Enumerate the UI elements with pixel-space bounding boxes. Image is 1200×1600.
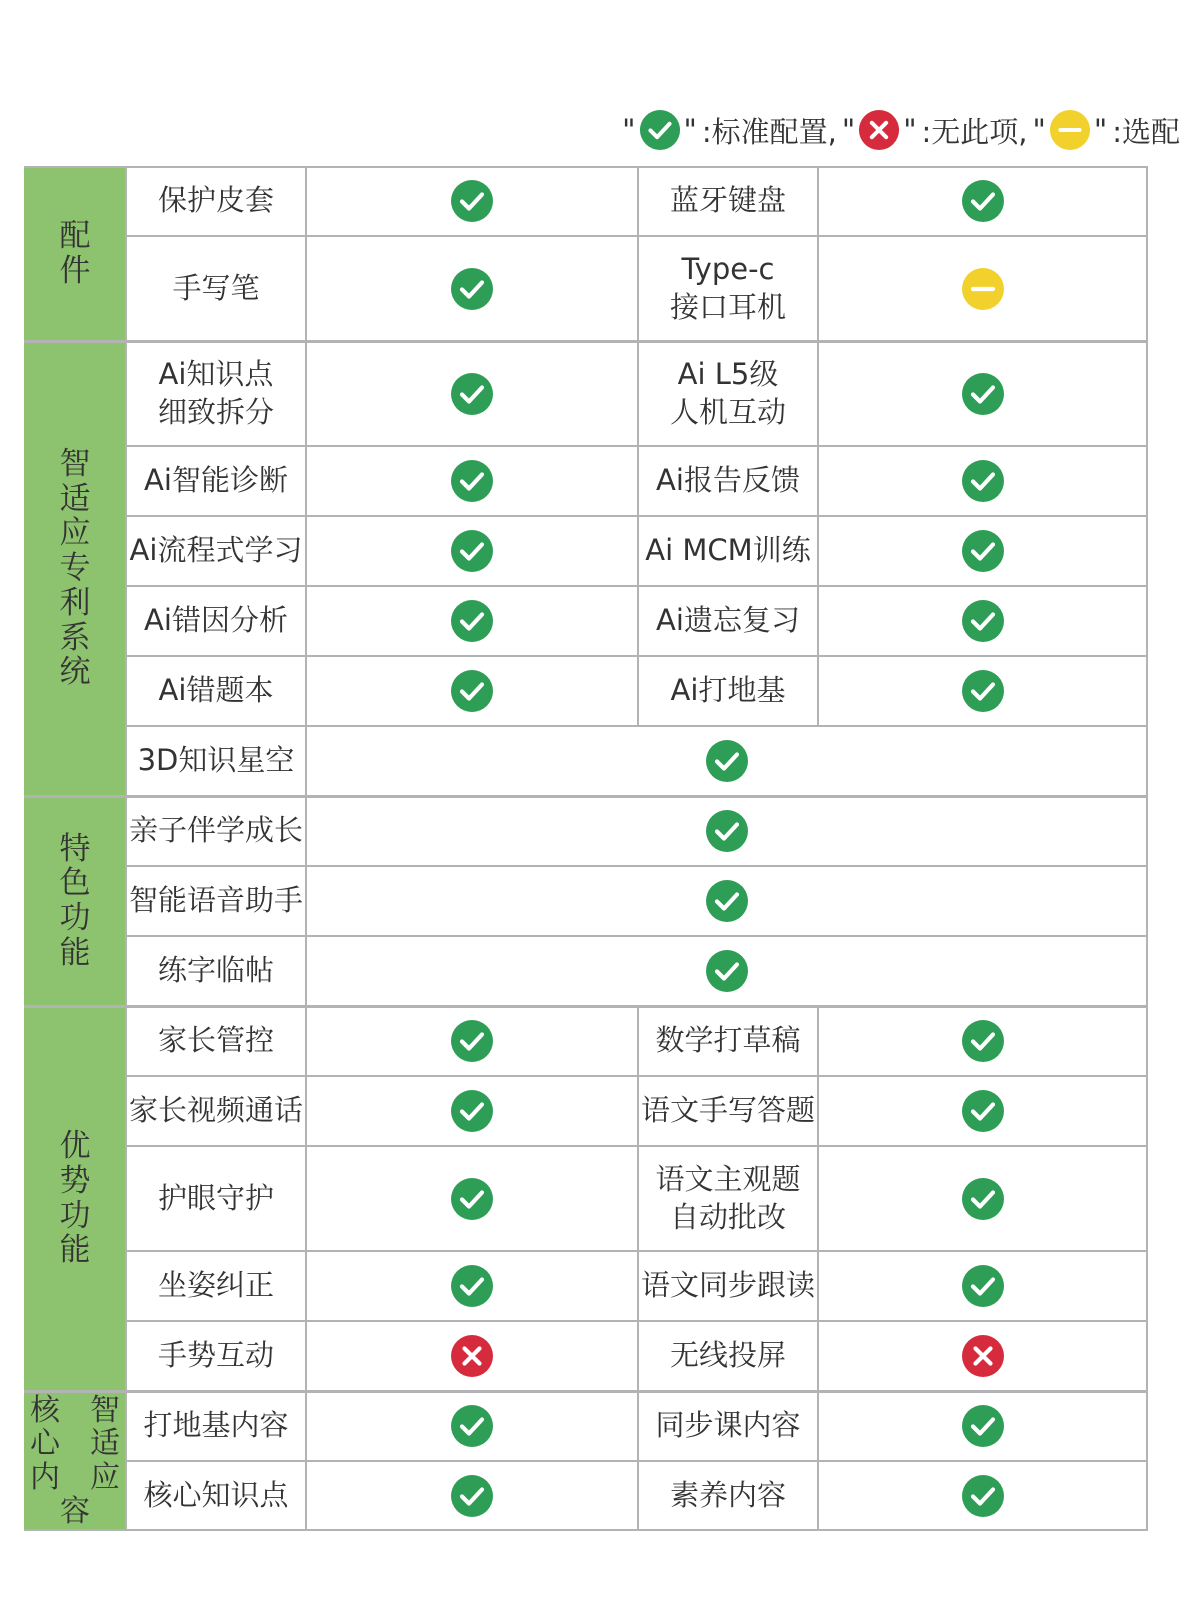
- grid-line: [817, 1076, 819, 1146]
- grid-line: [24, 166, 1148, 168]
- grid-line: [125, 166, 127, 1531]
- feature-name-cell: [126, 1146, 306, 1251]
- check-icon: [961, 1019, 1005, 1063]
- feature-name-cell: [638, 1461, 818, 1531]
- grid-line: [637, 656, 639, 726]
- grid-line: [637, 166, 639, 236]
- grid-line: [24, 1005, 1148, 1008]
- feature-name: 打地基内容: [143, 1408, 289, 1443]
- check-icon: [961, 669, 1005, 713]
- status-cell: [818, 1251, 1148, 1321]
- status-cell: [306, 1391, 638, 1461]
- check-icon: [450, 1177, 494, 1221]
- status-cell: [818, 1146, 1148, 1251]
- feature-name: 无线投屏: [669, 1338, 786, 1373]
- grid-line: [24, 1529, 1148, 1531]
- status-cell: [306, 341, 638, 446]
- status-cell: [306, 446, 638, 516]
- feature-name-cell: [126, 1251, 306, 1321]
- feature-name: 练字临帖: [157, 953, 274, 988]
- status-cell: [818, 1006, 1148, 1076]
- check-icon: [639, 109, 681, 151]
- grid-line: [1146, 166, 1148, 1531]
- check-icon: [961, 1177, 1005, 1221]
- feature-name-cell: [126, 1461, 306, 1531]
- feature-name-cell: [126, 516, 306, 586]
- feature-name: 语文同步跟读: [640, 1268, 815, 1303]
- feature-name: 语文手写答题: [640, 1093, 815, 1128]
- grid-line: [817, 516, 819, 586]
- check-icon: [961, 1264, 1005, 1308]
- category-cell: [24, 796, 126, 1006]
- check-icon: [450, 1089, 494, 1133]
- grid-line: [24, 1390, 1148, 1393]
- feature-name-cell: [126, 726, 306, 796]
- feature-name-cell: [126, 1321, 306, 1391]
- optional-icon: [961, 267, 1005, 311]
- status-cell: [818, 446, 1148, 516]
- feature-name: Ai L5级 人机互动: [669, 357, 786, 429]
- check-icon: [450, 179, 494, 223]
- feature-name: 保护皮套: [157, 183, 274, 218]
- cross-icon: [858, 109, 900, 151]
- status-cell: [818, 1076, 1148, 1146]
- check-icon: [961, 459, 1005, 503]
- cross-icon: [450, 1334, 494, 1378]
- feature-name-cell: [126, 236, 306, 341]
- legend-none-label: :无此项,: [921, 114, 1028, 149]
- feature-name-cell: [126, 1006, 306, 1076]
- check-icon: [961, 1404, 1005, 1448]
- feature-name: 素养内容: [669, 1478, 786, 1513]
- feature-name: Ai智能诊断: [144, 463, 288, 498]
- feature-name: Ai错题本: [158, 673, 274, 708]
- check-icon: [961, 599, 1005, 643]
- feature-name: 家长视频通话: [128, 1093, 303, 1128]
- feature-name: 坐姿纠正: [157, 1268, 274, 1303]
- grid-line: [126, 865, 1148, 867]
- grid-line: [817, 1321, 819, 1391]
- grid-line: [817, 656, 819, 726]
- feature-name: Ai错因分析: [144, 603, 288, 638]
- feature-name-cell: [638, 1391, 818, 1461]
- category-label: 配 件: [59, 217, 91, 289]
- feature-name: 智能语音助手: [128, 883, 303, 918]
- status-cell: [306, 796, 1148, 866]
- legend-optional-label: :选配: [1112, 114, 1180, 149]
- feature-name-cell: [638, 166, 818, 236]
- feature-name: 语文主观题 自动批改: [655, 1162, 801, 1234]
- category-label: 特 色 功 能: [59, 830, 91, 971]
- status-cell: [818, 166, 1148, 236]
- feature-name-cell: [638, 586, 818, 656]
- grid-line: [817, 341, 819, 446]
- grid-line: [817, 446, 819, 516]
- grid-line: [637, 586, 639, 656]
- legend: " " :标准配置, " " :无此项, " " :选配: [619, 106, 1182, 154]
- status-cell: [818, 1461, 1148, 1531]
- status-cell: [306, 936, 1148, 1006]
- category-label: 优 势 功 能: [59, 1128, 91, 1269]
- feature-name-cell: [126, 446, 306, 516]
- check-icon: [450, 459, 494, 503]
- status-cell: [306, 656, 638, 726]
- grid-line: [637, 1076, 639, 1146]
- feature-name: 蓝牙键盘: [669, 183, 786, 218]
- category-cell: [24, 166, 126, 341]
- feature-name-cell: [126, 656, 306, 726]
- grid-line: [637, 1006, 639, 1076]
- feature-name-cell: [638, 236, 818, 341]
- grid-line: [24, 340, 1148, 343]
- status-cell: [818, 341, 1148, 446]
- feature-name-cell: [638, 1251, 818, 1321]
- check-icon: [450, 1019, 494, 1063]
- optional-icon: [1049, 109, 1091, 151]
- feature-name-cell: [126, 1391, 306, 1461]
- cross-icon: [961, 1334, 1005, 1378]
- grid-line: [817, 166, 819, 236]
- category-label: 智 适 应 专 利 系 统: [59, 445, 91, 691]
- feature-name: Ai知识点 细致拆分: [157, 357, 274, 429]
- status-cell: [306, 516, 638, 586]
- status-cell: [306, 866, 1148, 936]
- check-icon: [450, 1264, 494, 1308]
- grid-line: [305, 166, 307, 1531]
- status-cell: [818, 516, 1148, 586]
- status-cell: [306, 1461, 638, 1531]
- status-cell: [306, 586, 638, 656]
- grid-line: [817, 1391, 819, 1461]
- feature-name: 同步课内容: [655, 1408, 801, 1443]
- feature-name-cell: [126, 166, 306, 236]
- check-icon: [961, 1089, 1005, 1133]
- feature-name: 3D知识星空: [137, 743, 295, 778]
- legend-standard-label: :标准配置,: [701, 114, 837, 149]
- grid-line: [817, 1146, 819, 1251]
- feature-name: Ai报告反馈: [656, 463, 800, 498]
- status-cell: [818, 1391, 1148, 1461]
- feature-name-cell: [638, 1321, 818, 1391]
- status-cell: [818, 236, 1148, 341]
- check-icon: [705, 809, 749, 853]
- feature-name: 手势互动: [157, 1338, 274, 1373]
- check-icon: [450, 599, 494, 643]
- status-cell: [306, 726, 1148, 796]
- feature-name: 手写笔: [172, 270, 260, 305]
- check-icon: [705, 949, 749, 993]
- feature-name-cell: [126, 796, 306, 866]
- grid-line: [637, 1461, 639, 1531]
- feature-name: 数学打草稿: [655, 1023, 801, 1058]
- status-cell: [306, 236, 638, 341]
- grid-line: [817, 1006, 819, 1076]
- feature-name-cell: [126, 1076, 306, 1146]
- grid-line: [637, 236, 639, 341]
- category-cell: [24, 1391, 126, 1531]
- feature-name-cell: [638, 516, 818, 586]
- grid-line: [817, 1461, 819, 1531]
- status-cell: [306, 1146, 638, 1251]
- feature-name-cell: [638, 656, 818, 726]
- category-label: 核 智 心 适 内 应 容: [30, 1392, 120, 1529]
- feature-name-cell: [126, 936, 306, 1006]
- grid-line: [817, 236, 819, 341]
- feature-name-cell: [638, 1076, 818, 1146]
- grid-line: [24, 795, 1148, 798]
- status-cell: [306, 1006, 638, 1076]
- grid-line: [637, 1321, 639, 1391]
- status-cell: [818, 656, 1148, 726]
- grid-line: [637, 516, 639, 586]
- check-icon: [450, 669, 494, 713]
- status-cell: [306, 1251, 638, 1321]
- check-icon: [450, 372, 494, 416]
- feature-name: Ai流程式学习: [129, 533, 303, 568]
- category-cell: [24, 1006, 126, 1391]
- grid-line: [637, 1391, 639, 1461]
- check-icon: [961, 372, 1005, 416]
- status-cell: [818, 1321, 1148, 1391]
- grid-line: [637, 341, 639, 446]
- feature-comparison-table: [24, 166, 1174, 1586]
- feature-name: Ai MCM训练: [645, 533, 811, 568]
- feature-name-cell: [126, 586, 306, 656]
- feature-name: Ai打地基: [670, 673, 786, 708]
- feature-name-cell: [638, 1146, 818, 1251]
- check-icon: [450, 267, 494, 311]
- feature-name: 亲子伴学成长: [128, 813, 303, 848]
- feature-name: 核心知识点: [143, 1478, 289, 1513]
- grid-line: [126, 935, 1148, 937]
- feature-name: Ai遗忘复习: [656, 603, 800, 638]
- check-icon: [450, 1474, 494, 1518]
- grid-line: [637, 446, 639, 516]
- grid-line: [637, 1146, 639, 1251]
- check-icon: [961, 179, 1005, 223]
- feature-name-cell: [638, 1006, 818, 1076]
- status-cell: [306, 1321, 638, 1391]
- status-cell: [818, 586, 1148, 656]
- grid-line: [817, 1251, 819, 1321]
- check-icon: [450, 529, 494, 573]
- feature-name-cell: [638, 341, 818, 446]
- grid-line: [817, 586, 819, 656]
- status-cell: [306, 1076, 638, 1146]
- check-icon: [450, 1404, 494, 1448]
- check-icon: [961, 529, 1005, 573]
- grid-line: [637, 1251, 639, 1321]
- category-cell: [24, 341, 126, 796]
- check-icon: [705, 879, 749, 923]
- feature-name: 家长管控: [157, 1023, 274, 1058]
- feature-name: 护眼守护: [157, 1180, 274, 1215]
- feature-name-cell: [126, 866, 306, 936]
- feature-name-cell: [126, 341, 306, 446]
- check-icon: [961, 1474, 1005, 1518]
- feature-name-cell: [638, 446, 818, 516]
- check-icon: [705, 739, 749, 783]
- status-cell: [306, 166, 638, 236]
- feature-name: Type-c 接口耳机: [669, 252, 786, 324]
